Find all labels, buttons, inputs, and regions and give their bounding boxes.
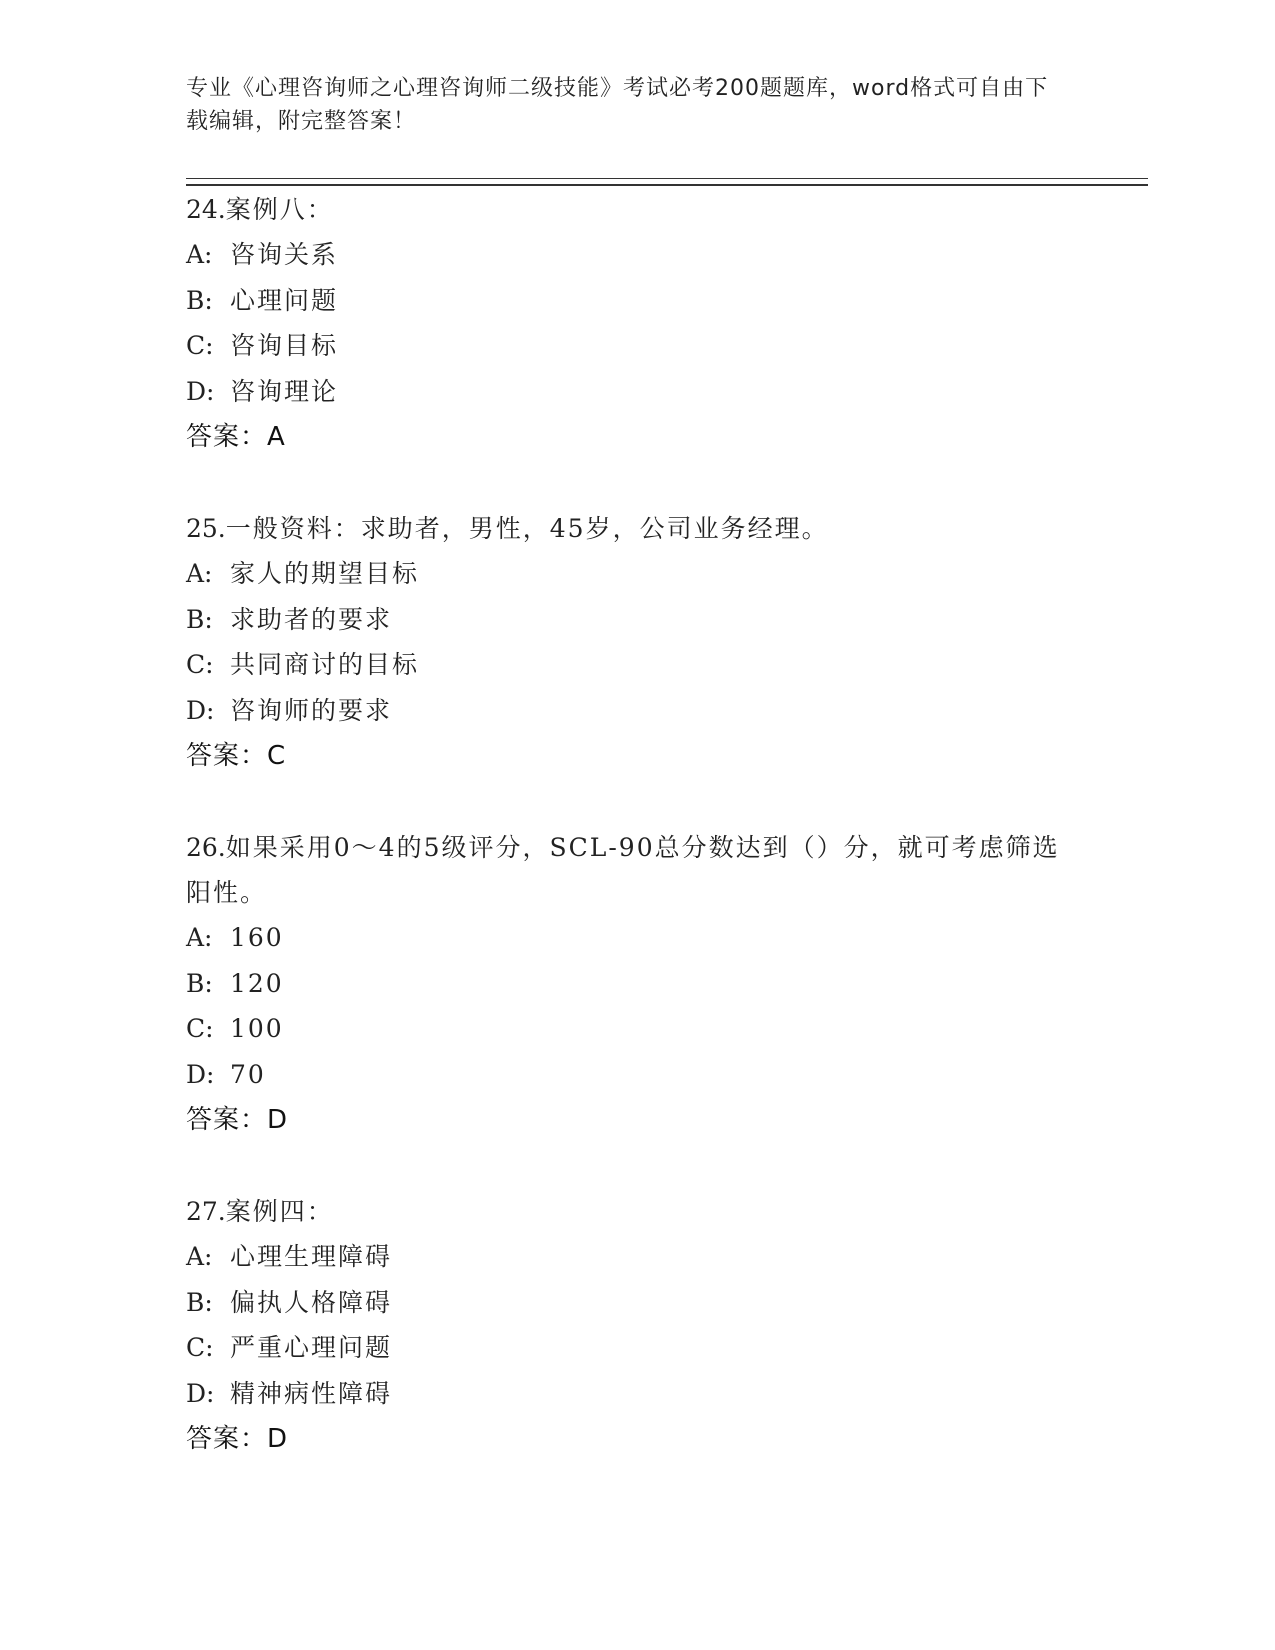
option-text: 求助者的要求 bbox=[230, 604, 393, 634]
option-a bbox=[186, 232, 1086, 278]
question-list bbox=[186, 187, 1086, 1508]
option-text: 100 bbox=[230, 1014, 284, 1043]
option-text: 咨询理论 bbox=[230, 376, 339, 406]
answer-line bbox=[186, 1416, 1086, 1462]
answer-value: A bbox=[267, 422, 285, 452]
option-text: 心理问题 bbox=[230, 285, 339, 315]
option-letter: C: bbox=[186, 1333, 214, 1362]
option-b bbox=[186, 961, 1086, 1007]
answer-value: D bbox=[267, 1424, 288, 1454]
header-divider bbox=[186, 178, 1148, 186]
option-c bbox=[186, 1006, 1086, 1052]
option-letter: B: bbox=[186, 968, 213, 998]
question-text: 如果采用0～4的5级评分，SCL-90总分数达到（）分，就可考虑筛选阳性。 bbox=[186, 833, 1060, 907]
question-title bbox=[186, 825, 1086, 915]
option-letter: B: bbox=[186, 604, 213, 634]
option-d bbox=[186, 369, 1086, 415]
option-letter: A: bbox=[186, 923, 213, 952]
option-letter: D: bbox=[186, 1378, 215, 1408]
option-c bbox=[186, 642, 1086, 688]
question-item bbox=[186, 1189, 1086, 1462]
option-d bbox=[186, 688, 1086, 734]
document-header bbox=[186, 72, 1066, 138]
option-letter: A: bbox=[186, 1242, 213, 1271]
option-text: 精神病性障碍 bbox=[230, 1378, 393, 1408]
question-number: 26. bbox=[186, 833, 226, 862]
option-letter: A: bbox=[186, 240, 213, 269]
option-letter: D: bbox=[186, 376, 215, 406]
question-title bbox=[186, 506, 1086, 551]
question-number: 25. bbox=[186, 514, 226, 543]
option-text: 120 bbox=[230, 968, 284, 998]
answer-value: D bbox=[267, 1105, 288, 1135]
option-text: 心理生理障碍 bbox=[230, 1242, 393, 1271]
option-letter: B: bbox=[186, 1287, 213, 1317]
question-text: 一般资料：求助者，男性，45岁，公司业务经理。 bbox=[225, 514, 829, 543]
answer-label: 答案： bbox=[186, 1424, 268, 1454]
answer-label: 答案： bbox=[186, 1105, 268, 1135]
question-number: 24. bbox=[186, 195, 226, 224]
option-text: 共同商讨的目标 bbox=[230, 650, 420, 679]
answer-line bbox=[186, 1097, 1086, 1143]
option-text: 严重心理问题 bbox=[230, 1333, 393, 1362]
question-number: 27. bbox=[186, 1197, 226, 1226]
answer-line bbox=[186, 733, 1086, 779]
header-text: 专业《心理咨询师之心理咨询师二级技能》考试必考200题题库，word格式可自由下载编辑，附完整答案！ bbox=[186, 76, 1049, 134]
answer-line bbox=[186, 414, 1086, 460]
option-letter: C: bbox=[186, 1014, 214, 1043]
option-b bbox=[186, 597, 1086, 643]
option-text: 咨询师的要求 bbox=[230, 695, 393, 725]
option-letter: D: bbox=[186, 1059, 215, 1089]
option-text: 咨询目标 bbox=[230, 331, 339, 360]
option-letter: C: bbox=[186, 650, 214, 679]
option-text: 家人的期望目标 bbox=[230, 559, 420, 588]
option-letter: A: bbox=[186, 559, 213, 588]
answer-label: 答案： bbox=[186, 422, 268, 452]
question-title bbox=[186, 1189, 1086, 1234]
option-c bbox=[186, 323, 1086, 369]
option-letter: C: bbox=[186, 331, 214, 360]
option-text: 70 bbox=[230, 1059, 266, 1089]
answer-label: 答案： bbox=[186, 741, 268, 771]
option-letter: B: bbox=[186, 285, 213, 315]
option-text: 偏执人格障碍 bbox=[230, 1287, 393, 1317]
option-a bbox=[186, 551, 1086, 597]
question-item bbox=[186, 825, 1086, 1143]
answer-value: C bbox=[267, 741, 286, 771]
option-letter: D: bbox=[186, 695, 215, 725]
question-text: 案例八： bbox=[225, 195, 334, 224]
question-text: 案例四： bbox=[225, 1197, 334, 1226]
option-d bbox=[186, 1052, 1086, 1098]
option-text: 160 bbox=[230, 923, 284, 952]
question-item bbox=[186, 506, 1086, 779]
option-a bbox=[186, 915, 1086, 961]
question-title bbox=[186, 187, 1086, 232]
option-d bbox=[186, 1371, 1086, 1417]
option-a bbox=[186, 1234, 1086, 1280]
option-text: 咨询关系 bbox=[230, 240, 339, 269]
question-item bbox=[186, 187, 1086, 460]
option-b bbox=[186, 278, 1086, 324]
option-c bbox=[186, 1325, 1086, 1371]
option-b bbox=[186, 1280, 1086, 1326]
